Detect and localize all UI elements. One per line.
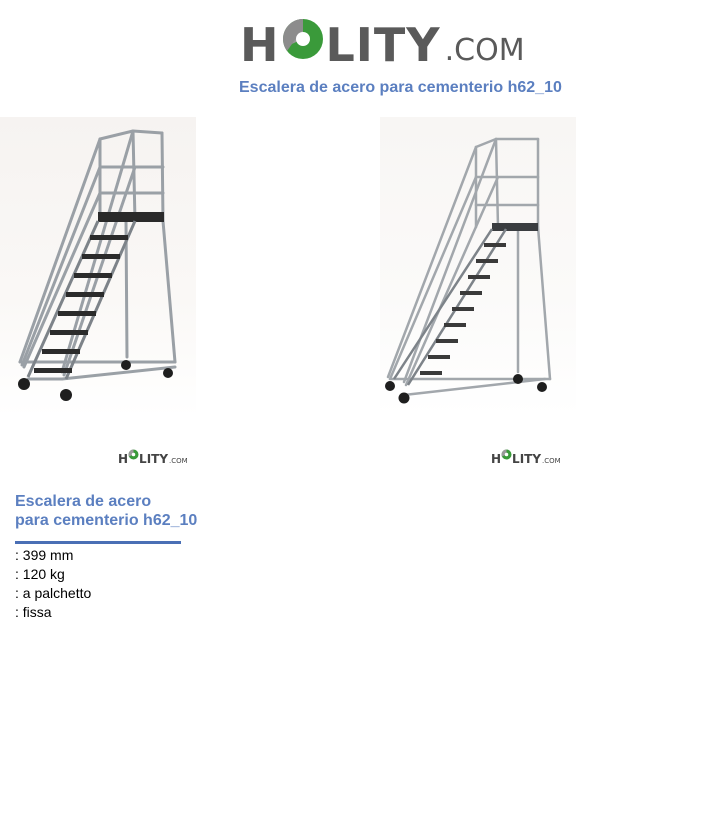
title-underline-divider	[15, 541, 181, 544]
watermark-text-lity: LITY	[139, 452, 169, 466]
logo-domain: .COM	[444, 33, 525, 68]
holity-logo[interactable]	[240, 12, 525, 72]
logo-o-icon	[281, 17, 325, 66]
watermark-domain: .COM	[542, 457, 561, 465]
photo-watermark-logo	[491, 447, 561, 465]
spec-item: : 399 mm	[15, 547, 74, 563]
spec-list	[15, 546, 91, 622]
logo-text-lity: LITY	[325, 18, 441, 72]
watermark-o-icon	[501, 447, 512, 465]
product-title	[15, 492, 197, 530]
watermark-text-lity: LITY	[512, 452, 542, 466]
watermark-text-h: H	[491, 452, 502, 466]
product-title-line1: Escalera de acero	[15, 493, 152, 510]
rolling-ladder-image	[0, 117, 196, 417]
watermark-text-h: H	[118, 452, 129, 466]
product-title-line2: para cementerio h62_10	[15, 512, 198, 529]
watermark-domain: .COM	[169, 457, 188, 465]
watermark-o-icon	[128, 447, 139, 465]
spec-item: : 120 kg	[15, 566, 65, 582]
product-photo-left[interactable]	[0, 117, 196, 417]
photo-watermark-logo	[118, 447, 188, 465]
rolling-ladder-image	[380, 117, 576, 417]
product-photo-right[interactable]	[380, 117, 576, 417]
logo-text-h: H	[240, 18, 280, 72]
spec-item: : a palchetto	[15, 585, 92, 601]
page-title: Escalera de acero para cementerio h62_10	[239, 79, 562, 96]
spec-item: : fissa	[15, 604, 52, 620]
